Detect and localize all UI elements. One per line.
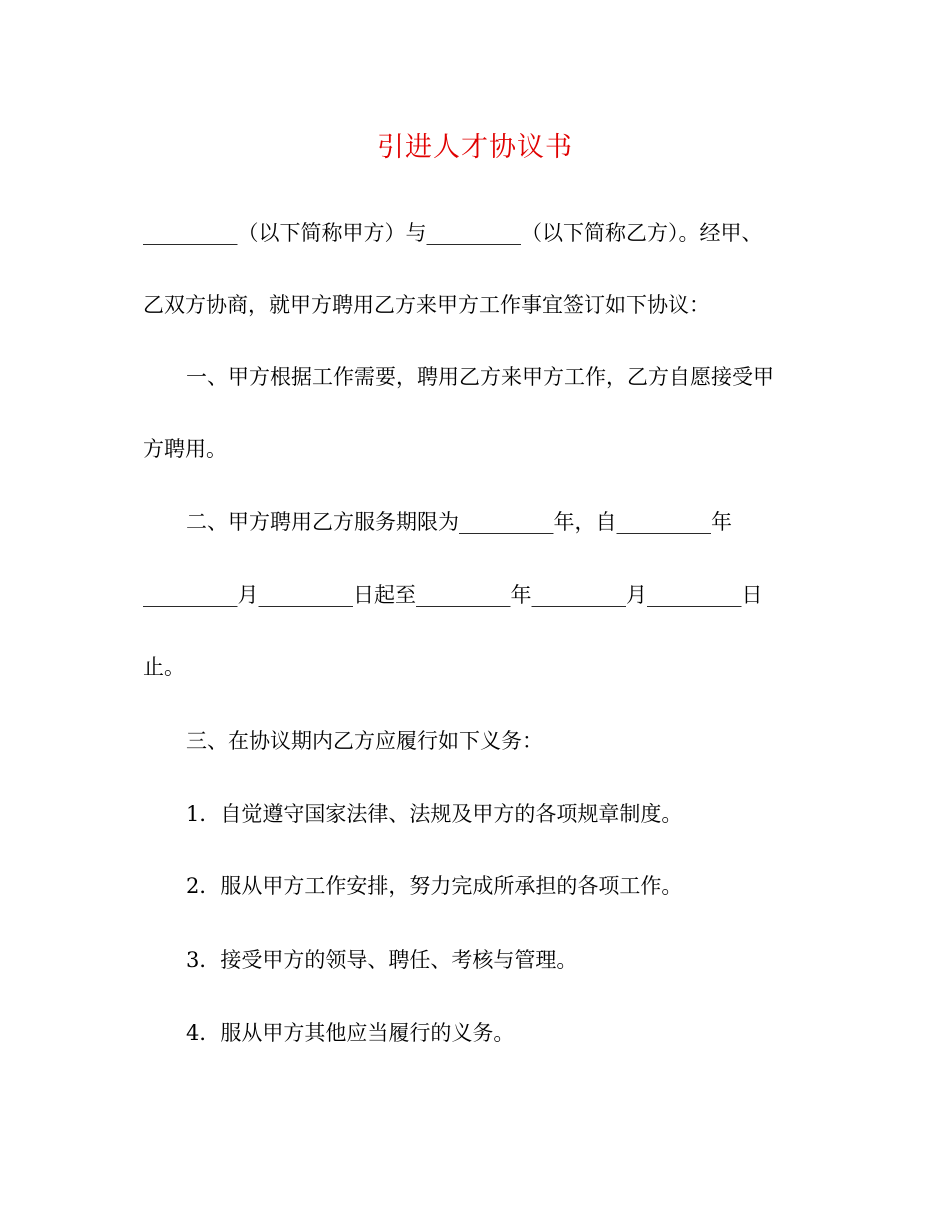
document-title: 引进人才协议书 xyxy=(377,132,573,163)
paragraph-line-parties: _________（以下简称甲方）与_________（以下简称乙方）。经甲、 xyxy=(143,221,763,245)
clause-1-line-cont: 方聘用。 xyxy=(143,437,227,461)
clause-3-heading: 三、在协议期内乙方应履行如下义务： xyxy=(186,729,543,753)
obligation-item-4: 4．服从甲方其他应当履行的义务。 xyxy=(186,1021,515,1045)
clause-2-line-dates: _________月_________日起至_________年_________月_________日 xyxy=(143,583,763,607)
clause-1-line: 一、甲方根据工作需要，聘用乙方来甲方工作，乙方自愿接受甲 xyxy=(186,365,774,389)
obligation-item-1: 1．自觉遵守国家法律、法规及甲方的各项规章制度。 xyxy=(186,802,683,826)
paragraph-line-parties-cont: 乙双方协商，就甲方聘用乙方来甲方工作事宜签订如下协议： xyxy=(143,293,710,317)
obligation-item-2: 2．服从甲方工作安排，努力完成所承担的各项工作。 xyxy=(186,874,683,898)
clause-2-line-end: 止。 xyxy=(143,655,185,679)
obligation-item-3: 3．接受甲方的领导、聘任、考核与管理。 xyxy=(186,948,578,972)
clause-2-line: 二、甲方聘用乙方服务期限为_________年，自_________年 xyxy=(186,510,732,534)
